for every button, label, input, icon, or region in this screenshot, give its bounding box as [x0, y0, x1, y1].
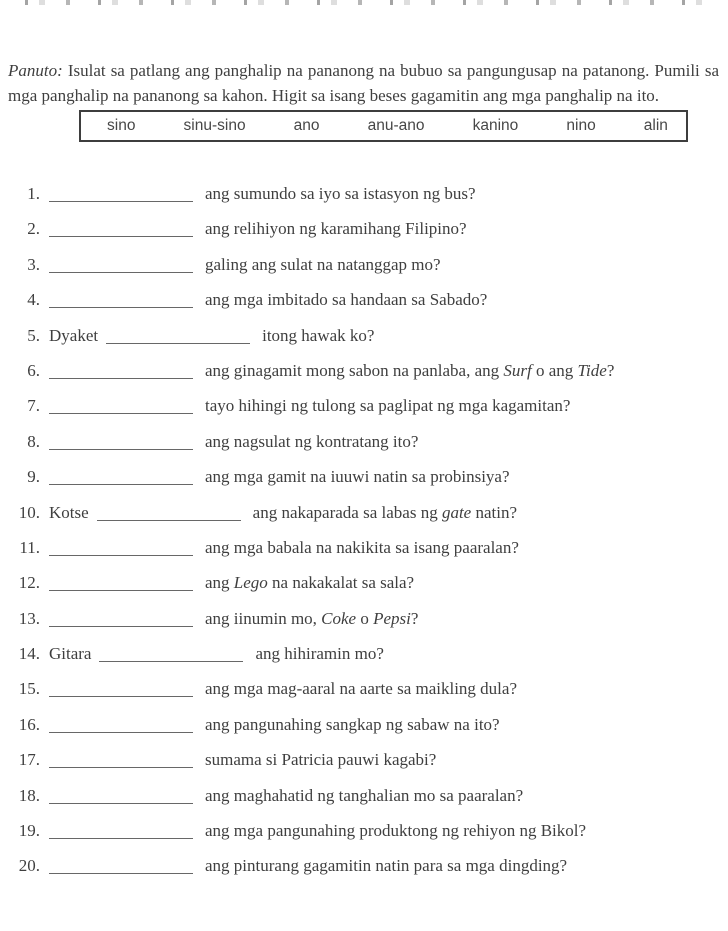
- question-number: 16.: [18, 714, 40, 734]
- question-row: [0, 671, 728, 706]
- answer-blank: [49, 222, 193, 237]
- answer-blank: [49, 541, 193, 556]
- question-number: 19.: [18, 821, 40, 841]
- word-bank-item: sinu-sino: [183, 117, 246, 134]
- word-bank-item: nino: [566, 117, 596, 134]
- question-text: ang relihiyon ng karamihang Filipino?: [205, 219, 467, 239]
- question-row: [0, 601, 728, 636]
- question-row: [0, 176, 728, 211]
- word-bank-item: alin: [643, 117, 668, 134]
- question-row: [0, 211, 728, 246]
- answer-blank: [49, 364, 193, 379]
- question-text: galing ang sulat na natanggap mo?: [205, 254, 441, 274]
- word-bank-item: sino: [107, 117, 136, 134]
- question-row: [0, 247, 728, 282]
- question-text: ang pinturang gagamitin natin para sa mga dingding?: [205, 856, 568, 876]
- answer-blank: [49, 824, 193, 839]
- question-row: [0, 495, 728, 530]
- answer-blank: [99, 647, 243, 662]
- question-number: 17.: [18, 750, 40, 770]
- answer-blank: [97, 506, 241, 521]
- question-text: ang maghahatid ng tanghalian mo sa paaralan?: [205, 785, 524, 805]
- question-number: 9.: [27, 467, 40, 487]
- answer-blank: [49, 399, 193, 414]
- question-number: 8.: [27, 431, 40, 451]
- question-number: 20.: [18, 856, 40, 876]
- word-bank: [79, 110, 688, 142]
- question-row: [0, 530, 728, 565]
- word-bank-item: anu-ano: [367, 117, 425, 134]
- cropped-text-fragment: [25, 0, 706, 5]
- question-text: ang sumundo sa iyo sa istasyon ng bus?: [205, 184, 476, 203]
- question-text: itong hawak ko?: [262, 325, 375, 345]
- instructions-text: Isulat sa patlang ang panghalip na pananong na bubuo sa pangungusap na patanong. Pumili sa mga panghalip na pananong sa kahon. Higit sa isang beses gagamitin ang mga panghalip na ito.: [8, 61, 720, 105]
- question-text: ang iinumin mo, Coke o Pepsi?: [205, 608, 419, 628]
- question-text: ang mga gamit na iuuwi natin sa probinsiya?: [205, 467, 510, 487]
- question-row: [0, 353, 728, 388]
- question-text: ang mga imbitado sa handaan sa Sabado?: [205, 290, 488, 310]
- instructions: [8, 58, 719, 108]
- question-number: 3.: [27, 254, 40, 274]
- answer-blank: [49, 258, 193, 273]
- question-row: [0, 424, 728, 459]
- answer-blank: [49, 859, 193, 874]
- question-number: 7.: [27, 396, 40, 416]
- question-number: 14.: [18, 644, 40, 664]
- question-text: ang Lego na nakakalat sa sala?: [205, 573, 415, 593]
- question-number: 6.: [27, 360, 40, 380]
- answer-blank: [49, 789, 193, 804]
- answer-blank: [49, 753, 193, 768]
- question-row: [0, 636, 728, 671]
- question-number: 5.: [27, 325, 40, 345]
- question-number: 1.: [27, 184, 40, 203]
- question-row: [0, 318, 728, 353]
- question-number: 2.: [27, 219, 40, 239]
- answer-blank: [49, 435, 193, 450]
- question-row: [0, 813, 728, 848]
- answer-blank: [49, 718, 193, 733]
- answer-blank: [49, 612, 193, 627]
- answer-blank: [106, 329, 250, 344]
- answer-blank: [49, 576, 193, 591]
- question-number: 10.: [18, 502, 40, 522]
- question-number: 12.: [18, 573, 40, 593]
- question-list: [0, 176, 728, 884]
- answer-blank: [49, 470, 193, 485]
- instructions-label: Panuto:: [8, 61, 63, 80]
- question-row: [0, 388, 728, 423]
- question-text: ang mga babala na nakikita sa isang paaralan?: [205, 537, 519, 557]
- question-row: [0, 848, 728, 883]
- question-row: [0, 707, 728, 742]
- answer-blank: [49, 293, 193, 308]
- answer-blank: [49, 682, 193, 697]
- question-number: 13.: [18, 608, 40, 628]
- question-prefix: Kotse: [49, 502, 89, 522]
- question-number: 15.: [18, 679, 40, 699]
- question-text: ang pangunahing sangkap ng sabaw na ito?: [205, 714, 500, 734]
- question-text: ang nagsulat ng kontratang ito?: [205, 431, 419, 451]
- answer-blank: [49, 187, 193, 202]
- question-text: ang ginagamit mong sabon na panlaba, ang Surf o ang Tide?: [205, 360, 615, 380]
- question-text: sumama si Patricia pauwi kagabi?: [205, 750, 437, 770]
- question-row: [0, 742, 728, 777]
- question-number: 18.: [18, 785, 40, 805]
- question-prefix: Gitara: [49, 644, 92, 664]
- question-row: [0, 565, 728, 600]
- question-number: 11.: [19, 537, 40, 557]
- question-row: [0, 282, 728, 317]
- question-text: tayo hihingi ng tulong sa paglipat ng mga kagamitan?: [205, 396, 571, 416]
- question-text: ang nakaparada sa labas ng gate natin?: [252, 502, 518, 522]
- question-row: [0, 778, 728, 813]
- question-number: 4.: [27, 290, 40, 310]
- question-prefix: Dyaket: [49, 325, 99, 345]
- word-bank-item: kanino: [472, 117, 519, 134]
- word-bank-item: ano: [293, 117, 320, 134]
- question-text: ang mga mag-aaral na aarte sa maikling dula?: [205, 679, 517, 699]
- question-text: ang hihiramin mo?: [255, 644, 384, 664]
- question-text: ang mga pangunahing produktong ng rehiyon ng Bikol?: [205, 821, 587, 841]
- question-row: [0, 459, 728, 494]
